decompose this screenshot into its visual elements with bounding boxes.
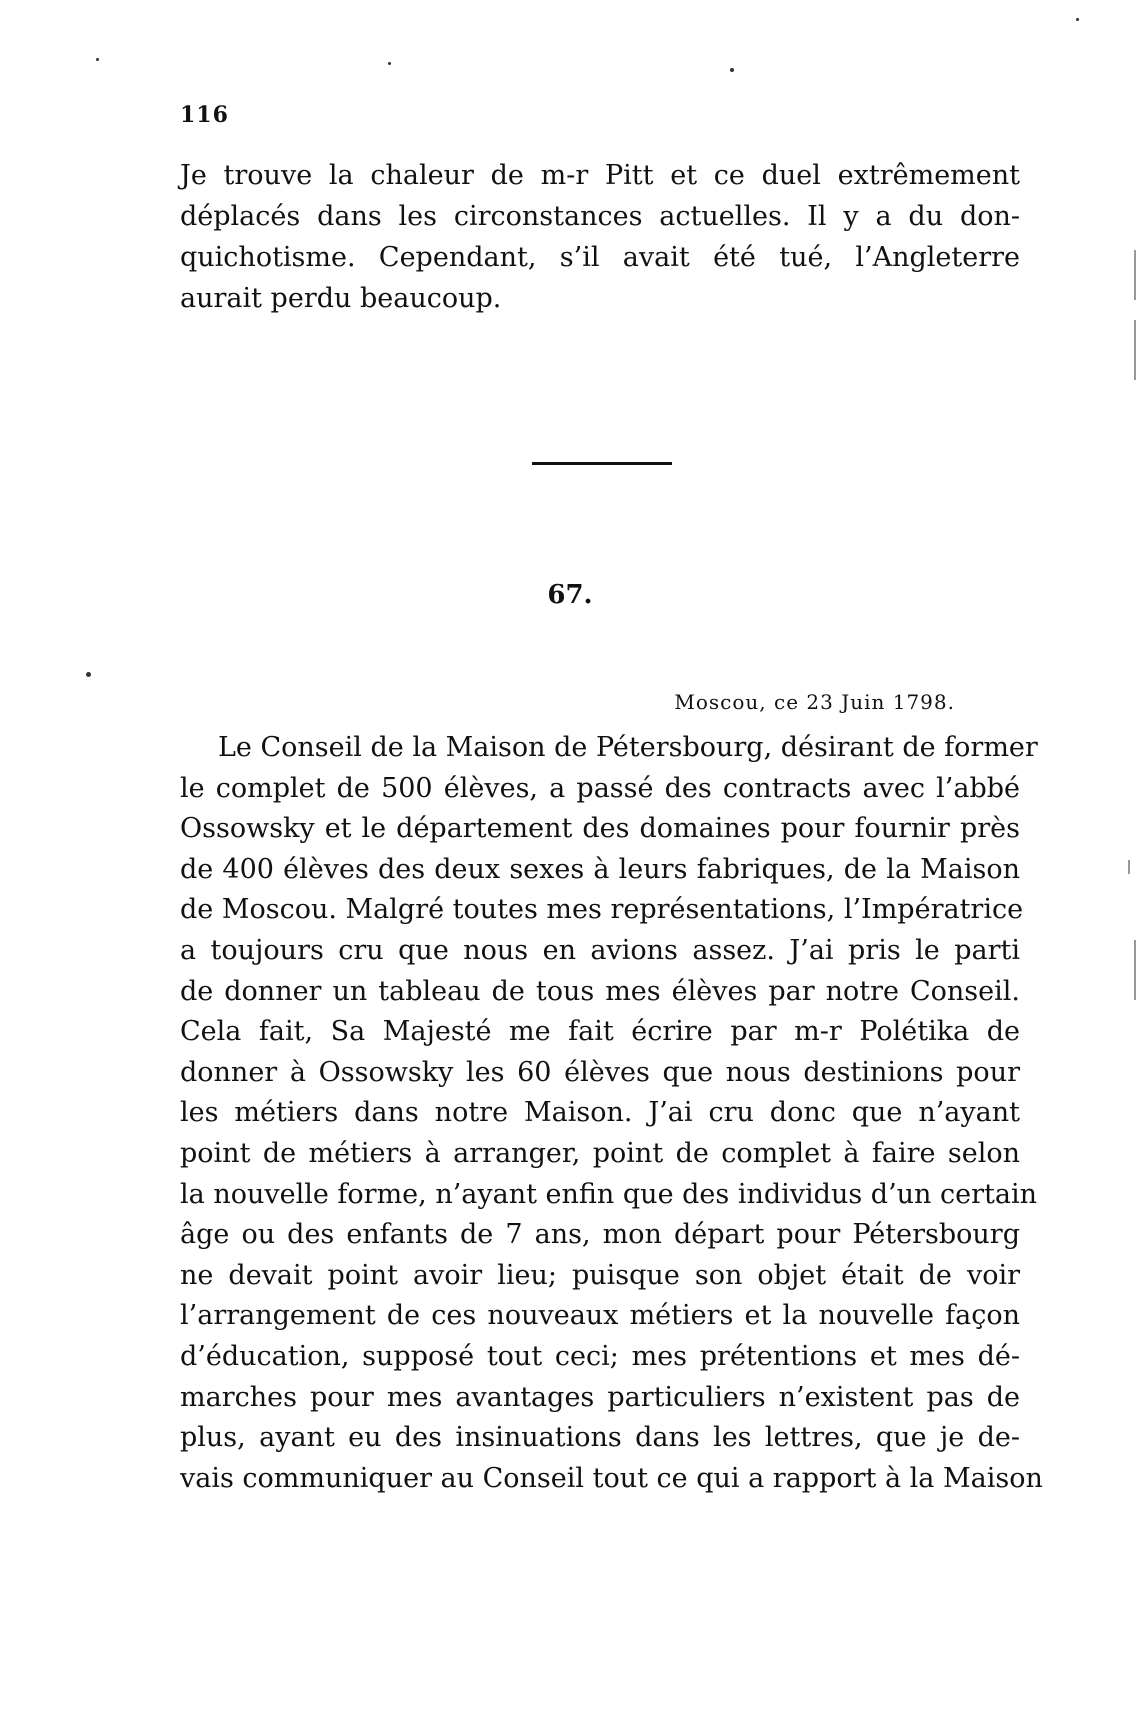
text-line: vais communiquer au Conseil tout ce qui a rapport à la Maison	[180, 1462, 1043, 1494]
text-line: point de métiers à arranger, point de complet à faire selon	[180, 1137, 1020, 1169]
letter-body	[180, 728, 1043, 1499]
text-line: déplacés dans les circonstances actuelles. Il y a du don-	[180, 201, 1020, 232]
text-line: la nouvelle forme, n’ayant enfin que des individus d’un certain	[180, 1178, 1037, 1210]
text-line: donner à Ossowsky les 60 élèves que nous destinions pour	[180, 1056, 1020, 1088]
scan-edge-mark	[1128, 860, 1130, 874]
text-line: a toujours cru que nous en avions assez. J’ai pris le parti	[180, 934, 1020, 966]
scan-edge-mark	[1134, 940, 1136, 1000]
text-line: de donner un tableau de tous mes élèves par notre Conseil.	[180, 975, 1020, 1007]
text-line: plus, ayant eu des insinuations dans les lettres, que je de-	[180, 1422, 1020, 1454]
text-line: Ossowsky et le département des domaines pour fournir près	[180, 813, 1020, 845]
text-line: de 400 élèves des deux sexes à leurs fabriques, de la Maison	[180, 853, 1020, 885]
section-separator-rule	[532, 462, 672, 465]
text-line: marches pour mes avantages particuliers n’existent pas de	[180, 1381, 1020, 1413]
scan-speck	[86, 672, 91, 677]
text-line: de Moscou. Malgré toutes mes représentations, l’Impératrice	[180, 894, 1024, 926]
continued-paragraph	[180, 155, 1020, 319]
scan-edge-mark	[1134, 320, 1136, 380]
text-line: quichotisme. Cependant, s’il avait été tué, l’Angleterre	[180, 242, 1020, 273]
letter-dateline: Moscou, ce 23 Juin 1798.	[674, 690, 955, 714]
text-line: ne devait point avoir lieu; puisque son objet était de voir	[180, 1259, 1020, 1291]
text-line: âge ou des enfants de 7 ans, mon départ pour Pétersbourg	[180, 1219, 1020, 1251]
text-line: Je trouve la chaleur de m-r Pitt et ce duel extrêmement	[180, 160, 1020, 191]
text-line: d’éducation, supposé tout ceci; mes prétentions et mes dé-	[180, 1340, 1020, 1372]
scan-speck	[388, 62, 391, 65]
scan-speck	[730, 68, 734, 72]
text-line: l’arrangement de ces nouveaux métiers et la nouvelle façon	[180, 1300, 1020, 1332]
page-number: 116	[180, 102, 229, 128]
text-line: Le Conseil de la Maison de Pétersbourg, désirant de former	[218, 732, 1038, 763]
text-line: les métiers dans notre Maison. J’ai cru donc que n’ayant	[180, 1097, 1020, 1129]
text-line: Cela fait, Sa Majesté me fait écrire par m-r Polétika de	[180, 1016, 1020, 1048]
text-line: le complet de 500 élèves, a passé des contracts avec l’abbé	[180, 772, 1020, 804]
scan-speck	[96, 58, 99, 61]
scan-edge-mark	[1134, 250, 1136, 300]
scan-speck	[1076, 18, 1079, 21]
text-line: aurait perdu beaucoup.	[180, 283, 502, 314]
letter-number-heading: 67.	[547, 580, 593, 610]
